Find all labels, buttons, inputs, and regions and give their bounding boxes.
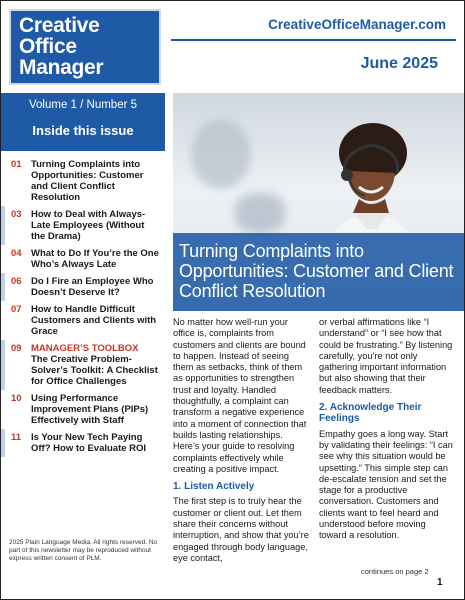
toc-title-block: [31, 343, 161, 387]
article-title: Turning Complaints into Opportunities: Customer and Client Conflict Resolution: [179, 241, 454, 301]
toc-item[interactable]: [1, 276, 165, 298]
toc-title: How to Handle Difficult Customers and Clients with Grace: [31, 304, 157, 337]
continues-link[interactable]: continues on page 2: [361, 567, 429, 576]
article-column: [173, 317, 309, 570]
toc-title: Using Performance Improvement Plans (PIPs) Effectively with Staff: [31, 393, 149, 426]
inside-issue-heading: Inside this issue: [32, 123, 134, 138]
toc-item[interactable]: [1, 304, 165, 337]
toc-item[interactable]: [1, 248, 165, 270]
toc-title: The Creative Problem-Solver’s Toolkit: A Checklist for Office Challenges: [31, 354, 158, 387]
hero-title-band: [173, 233, 464, 311]
toc-title: Do I Fire an Employee Who Doesn’t Deserve It?: [31, 276, 154, 298]
toc-item[interactable]: [1, 209, 165, 242]
toc-page-number: 11: [11, 432, 22, 443]
toc-page-number: 03: [11, 209, 22, 220]
article-paragraph: Empathy goes a long way. Start by validating their feelings: “I can see why this situation would be upsetting.” This simple step can de-escalate tension and set the stage for a productive conversation. Customers and clients want to feel heard and understood before moving toward a resolution.: [319, 428, 453, 541]
toc-item[interactable]: [1, 159, 165, 203]
logo-line: Creative: [19, 14, 100, 37]
article-paragraph: The first step is to truly hear the customer or client out. Let them share their concerns without interruption, and show that you’re engaged through body language, eye contact,: [173, 496, 309, 563]
article-column: [319, 317, 455, 548]
copyright-notice: 2025 Plain Language Media. All rights reserved. No part of this newsletter may be reproduced without express written consent of PLM.: [9, 539, 158, 562]
toc-title: What to Do If You’re the One Who’s Always Late: [31, 248, 159, 270]
toc-item[interactable]: [1, 393, 165, 426]
toc-title: Turning Complaints into Opportunities: Customer and Client Conflict Resolution: [31, 159, 144, 203]
logo: [9, 9, 161, 85]
page-number: 1: [437, 577, 443, 588]
section-heading: 2. Acknowledge Their Feelings: [319, 402, 422, 425]
logo-line: Office: [19, 35, 77, 58]
toc-page-number: 10: [11, 393, 22, 404]
toc-title: Is Your New Tech Paying Off? How to Evaluate ROI: [31, 432, 147, 454]
toc-title: How to Deal with Always-Late Employees (Without the Drama): [31, 209, 146, 242]
table-of-contents: [1, 159, 165, 460]
toc-page-number: 07: [11, 304, 22, 315]
section-heading: 1. Listen Actively: [173, 481, 255, 493]
toc-page-number: 09: [11, 343, 22, 354]
header-divider: [171, 39, 456, 41]
toc-page-number: 06: [11, 276, 22, 287]
hero-image: [173, 93, 464, 311]
volume-band: [1, 93, 165, 151]
masthead: [1, 1, 464, 93]
article-paragraph: or verbal affirmations like “I understand” or “I see how that could be frustrating.” By listening carefully, you’re not only gathering important information but also showing that their feedback matters.: [319, 317, 453, 395]
toc-section-tag: MANAGER’S TOOLBOX: [31, 343, 139, 354]
issue-date: June 2025: [360, 55, 438, 72]
toc-item[interactable]: [1, 343, 165, 387]
toc-page-number: 01: [11, 159, 22, 170]
volume-number: Volume 1 / Number 5: [28, 99, 138, 111]
article-intro: No matter how well-run your office is, complaints from customers and clients are bound to happen. Instead of seeing them as setbacks, think of them as opportunities to strengthen trust and loyalty. Handled thoughtfully, a complaint can transform a negative experience into a moment of connection that builds lasting relationships. Here’s your guide to resolving complaints effectively while creating a positive impact.: [173, 317, 307, 474]
sidebar: [1, 93, 165, 599]
site-url-link[interactable]: CreativeOfficeManager.com: [268, 17, 446, 32]
toc-page-number: 04: [11, 248, 22, 259]
logo-line: Manager: [19, 56, 104, 79]
article-body: [173, 317, 458, 569]
toc-item[interactable]: [1, 432, 165, 454]
